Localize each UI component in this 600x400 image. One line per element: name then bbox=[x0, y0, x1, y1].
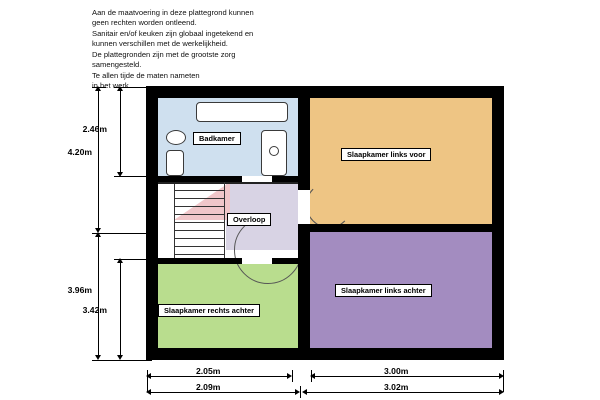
sink-fixture bbox=[166, 130, 186, 145]
dim-label-3-42m: 3.42m bbox=[82, 305, 107, 315]
room-label-landing: Overloop bbox=[227, 213, 271, 226]
dim-arrow-3-02m-right bbox=[499, 389, 504, 395]
room-label-back-left: Slaapkamer links achter bbox=[335, 284, 432, 297]
dim-arrow-2-09m-left bbox=[146, 389, 151, 395]
dim-arrow-3-96m-top bbox=[95, 232, 101, 237]
dim-line-3-96m bbox=[98, 234, 99, 358]
bathtub-fixture bbox=[196, 102, 288, 122]
wall-right-divider bbox=[310, 224, 492, 232]
stair-step bbox=[174, 214, 224, 215]
dim-tick-2-46m-bottom bbox=[114, 176, 152, 177]
disclaimer-line-1: Aan de maatvoering in deze plattegrond kunnen bbox=[92, 8, 254, 17]
dim-label-4-20m: 4.20m bbox=[67, 147, 92, 157]
dim-line-3-00m bbox=[312, 376, 502, 377]
stair-step bbox=[174, 206, 224, 207]
dim-line-2-09m bbox=[148, 392, 298, 393]
doorway-bathroom bbox=[242, 176, 272, 182]
stair-step bbox=[174, 230, 224, 231]
dim-tick-3-42m-top bbox=[114, 259, 152, 260]
stair-rail bbox=[224, 182, 225, 264]
stair-step bbox=[174, 222, 224, 223]
stair-step bbox=[174, 254, 224, 255]
room-label-front-left: Slaapkamer links voor bbox=[341, 148, 431, 161]
stair-wall bbox=[158, 182, 298, 184]
dim-arrow-3-02m-left bbox=[302, 389, 307, 395]
wall-right bbox=[492, 86, 504, 360]
stair-step bbox=[174, 198, 224, 199]
dim-tick-3-42m-bottom bbox=[114, 360, 152, 361]
stair-step bbox=[174, 190, 224, 191]
dim-label-2-46m: 2.46m bbox=[82, 124, 107, 134]
dim-label-2-09m: 2.09m bbox=[196, 382, 221, 392]
wall-bathroom-bottom bbox=[158, 176, 298, 182]
dim-label-3-96m: 3.96m bbox=[67, 285, 92, 295]
wall-landing-bottom bbox=[158, 258, 298, 264]
stair-stringer bbox=[174, 182, 175, 264]
disclaimer-text bbox=[92, 8, 402, 92]
dim-line-4-20m bbox=[98, 88, 99, 230]
disclaimer-line-2: geen rechten worden ontleend. bbox=[92, 18, 197, 28]
room-label-back-right: Slaapkamer rechts achter bbox=[158, 304, 260, 317]
dim-tick-3-00m-left bbox=[311, 370, 312, 382]
disclaimer-line-8: in het werk. bbox=[92, 81, 131, 91]
dim-line-3-42m bbox=[120, 260, 121, 358]
room-label-bathroom: Badkamer bbox=[193, 132, 241, 145]
dim-line-2-05m bbox=[148, 376, 290, 377]
stair-step bbox=[174, 238, 224, 239]
dim-tick-4-20m-top bbox=[92, 87, 106, 88]
dim-tick-4-20m-bottom bbox=[92, 233, 152, 234]
dim-line-3-02m bbox=[304, 392, 502, 393]
doorway-landing-to-front bbox=[298, 190, 310, 224]
disclaimer-line-6: samengesteld. bbox=[92, 60, 142, 70]
dim-line-2-46m bbox=[120, 88, 121, 174]
stair-step bbox=[174, 246, 224, 247]
dim-label-2-05m: 2.05m bbox=[196, 366, 221, 376]
floorplan bbox=[146, 86, 504, 360]
wall-left bbox=[146, 86, 158, 360]
shower-drain-icon bbox=[269, 146, 279, 156]
dim-tick-2-05m-right bbox=[292, 370, 293, 382]
disclaimer-line-4: kunnen verschillen met de werkelijkheid. bbox=[92, 39, 228, 49]
dim-tick-2-09m-right bbox=[300, 386, 301, 398]
disclaimer-line-5: De plattegronden zijn met de grootste zorg bbox=[92, 49, 236, 59]
dim-label-3-00m: 3.00m bbox=[384, 366, 409, 376]
dim-label-3-02m: 3.02m bbox=[384, 382, 409, 392]
disclaimer-line-7: Te allen tijde de maten nameten bbox=[92, 70, 200, 80]
toilet-fixture bbox=[166, 150, 184, 176]
wall-top bbox=[146, 86, 504, 98]
doorway-back-right bbox=[242, 258, 272, 264]
disclaimer-line-3: Sanitair en/of keuken zijn globaal ingetekend en bbox=[92, 28, 254, 38]
wall-bottom bbox=[146, 348, 504, 360]
dim-tick-2-46m-top bbox=[114, 87, 152, 88]
